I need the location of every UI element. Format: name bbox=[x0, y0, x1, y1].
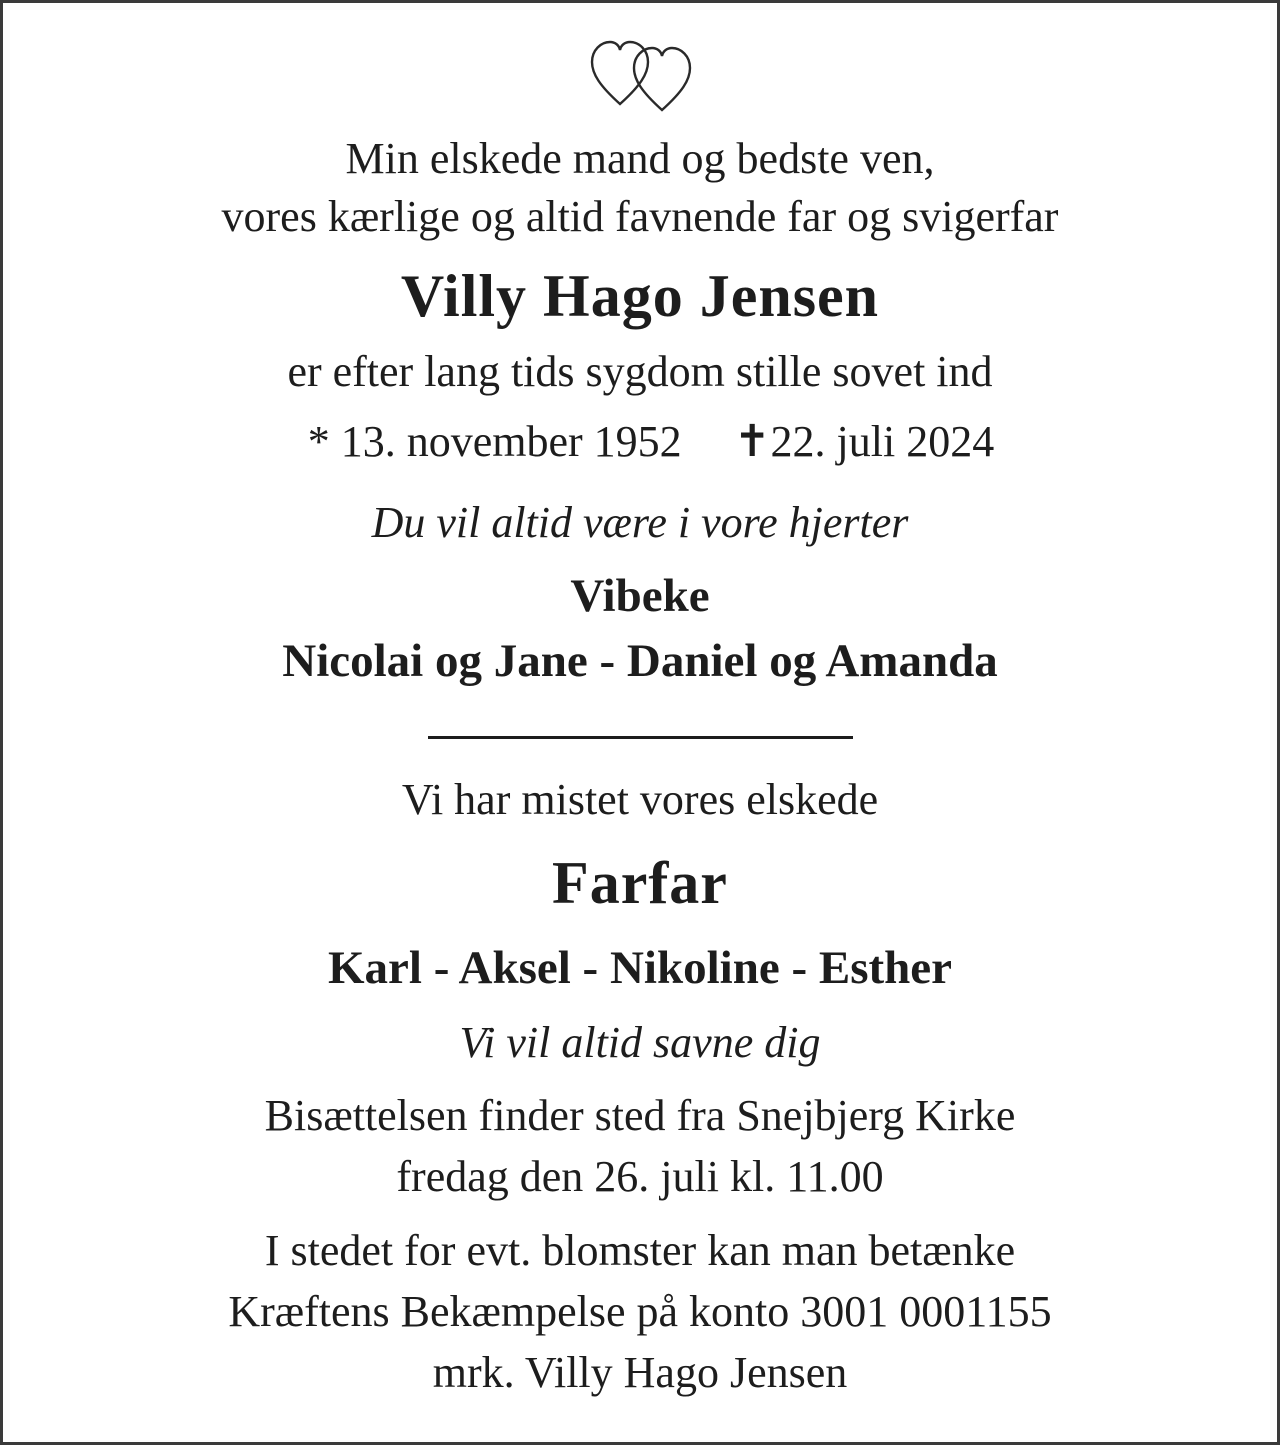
birth-date: * 13. november 1952 bbox=[307, 417, 682, 466]
grandchildren-names: Karl - Aksel - Nikoline - Esther bbox=[327, 942, 953, 994]
quote-miss: Vi vil altid savne dig bbox=[459, 1018, 821, 1067]
spouse-name: Vibeke bbox=[570, 570, 710, 622]
interlocking-hearts-icon bbox=[588, 38, 694, 114]
grandchildren-intro: Vi har mistet vores elskede bbox=[401, 775, 879, 824]
grandfather-title: Farfar bbox=[552, 850, 728, 916]
donation-line-3: mrk. Villy Hago Jensen bbox=[432, 1348, 848, 1397]
life-dates bbox=[0, 417, 1280, 466]
children-names: Nicolai og Jane - Daniel og Amanda bbox=[282, 635, 998, 687]
intro-line-2: vores kærlige og altid favnende far og svigerfar bbox=[221, 192, 1059, 241]
deceased-name: Villy Hago Jensen bbox=[400, 263, 880, 329]
divider-line bbox=[428, 736, 853, 739]
passing-text: er efter lang tids sygdom stille sovet ind bbox=[287, 347, 993, 396]
death-date: ✝22. juli 2024 bbox=[733, 417, 995, 466]
funeral-line-1: Bisættelsen finder sted fra Snejbjerg Kirke bbox=[264, 1091, 1016, 1140]
donation-line-2: Kræftens Bekæmpelse på konto 3001 0001155 bbox=[228, 1287, 1052, 1336]
funeral-line-2: fredag den 26. juli kl. 11.00 bbox=[396, 1152, 884, 1201]
intro-line-1: Min elskede mand og bedste ven, bbox=[345, 134, 935, 183]
donation-line-1: I stedet for evt. blomster kan man betænke bbox=[264, 1226, 1016, 1275]
quote-hearts: Du vil altid være i vore hjerter bbox=[371, 498, 909, 547]
